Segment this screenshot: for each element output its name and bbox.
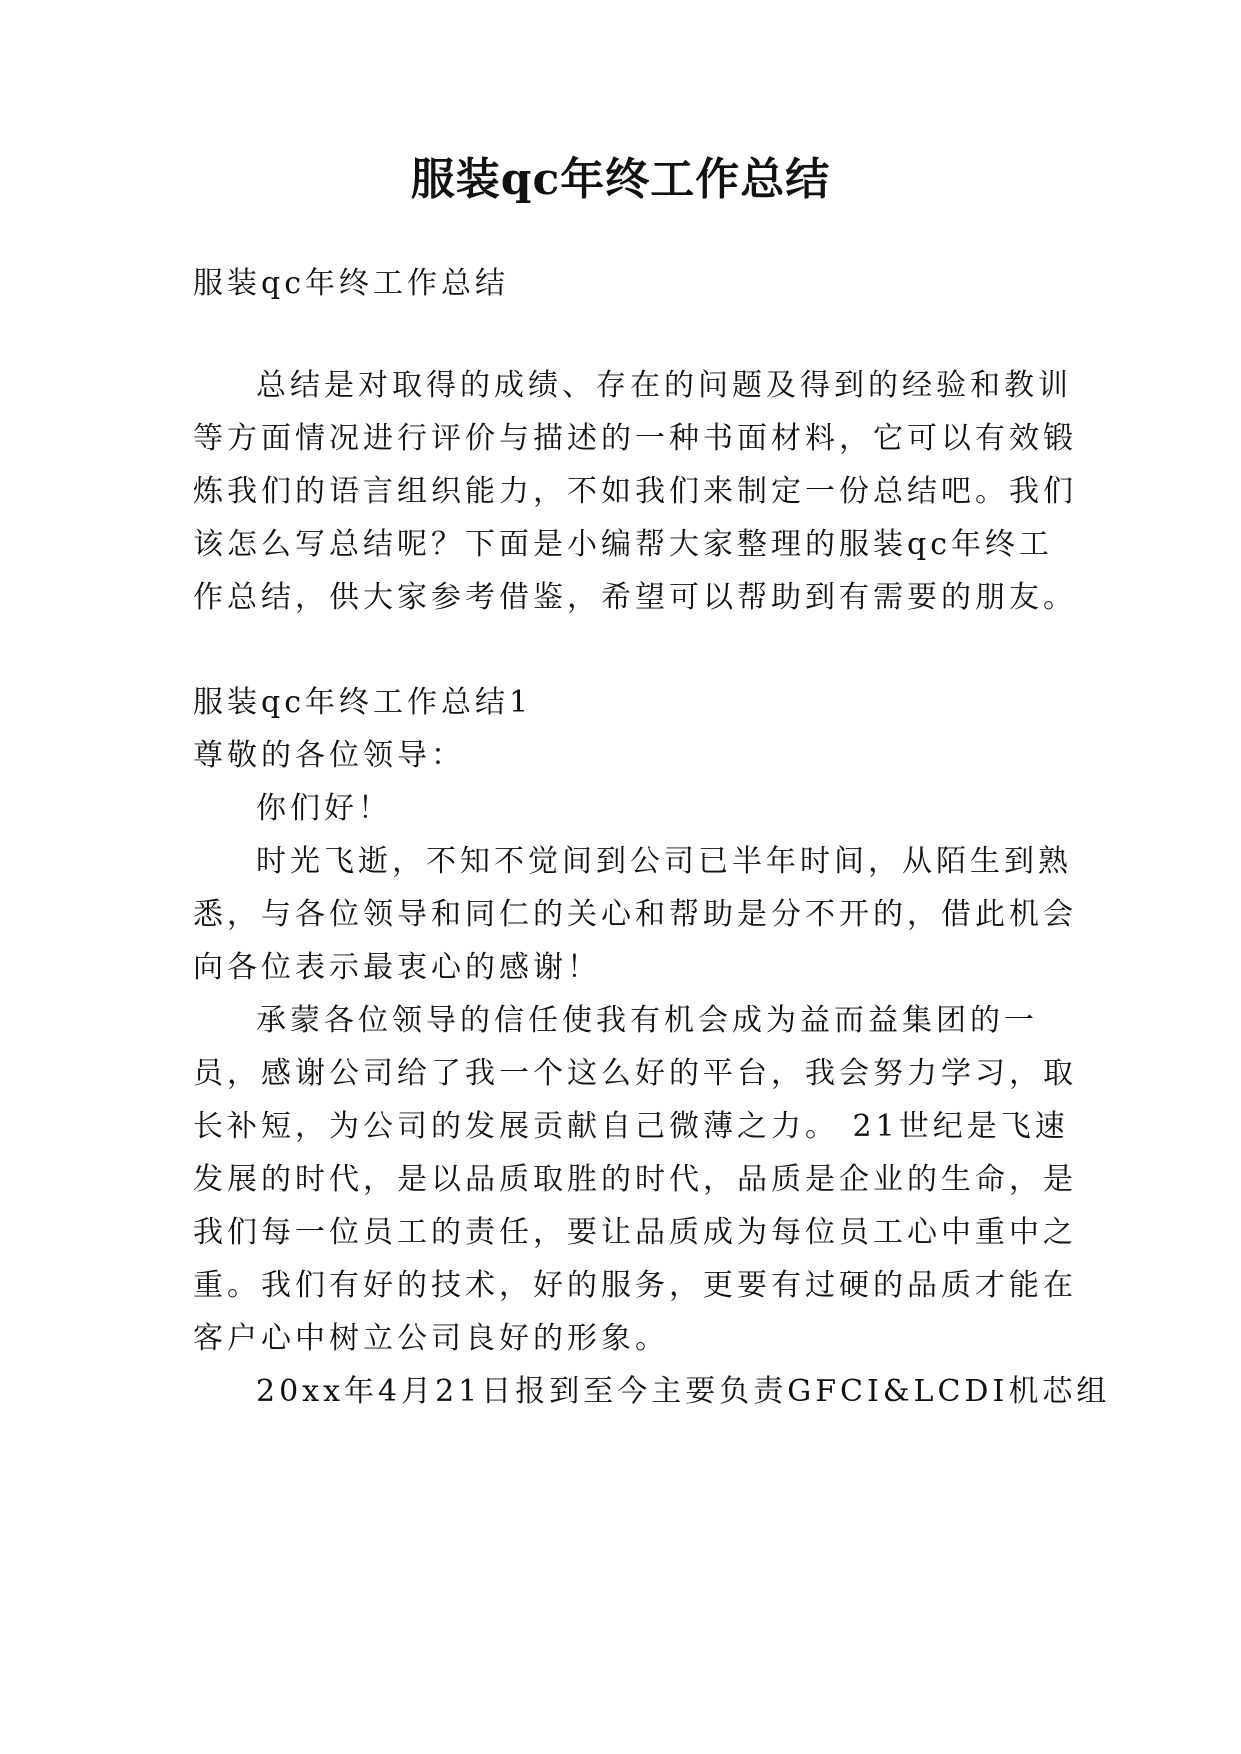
intro-line-4: 该怎么写总结呢？下面是小编帮大家整理的服装qc年终工 (193, 527, 1054, 562)
greeting: 你们好！ (256, 791, 392, 826)
document-title: 服装qc年终工作总结 (410, 154, 831, 205)
paragraph-2-line-4: 发展的时代，是以品质取胜的时代，品质是企业的生命，是 (193, 1162, 1077, 1197)
paragraph-1-line-1: 时光飞逝，不知不觉间到公司已半年时间，从陌生到熟 (256, 844, 1072, 879)
paragraph-2-line-1: 承蒙各位领导的信任使我有机会成为益而益集团的一 (256, 1003, 1038, 1038)
paragraph-1-line-3: 向各位表示最衷心的感谢！ (193, 950, 601, 985)
paragraph-2-line-2: 员，感谢公司给了我一个这么好的平台，我会努力学习，取 (193, 1056, 1077, 1091)
intro-line-5: 作总结，供大家参考借鉴，希望可以帮助到有需要的朋友。 (193, 580, 1077, 615)
paragraph-2-line-3: 长补短，为公司的发展贡献自己微薄之力。 21世纪是飞速 (193, 1109, 1069, 1144)
paragraph-2-line-5: 我们每一位员工的责任，要让品质成为每位员工心中重中之 (193, 1215, 1077, 1250)
paragraph-2-line-6: 重。我们有好的技术，好的服务，更要有过硬的品质才能在 (193, 1268, 1077, 1303)
intro-line-3: 炼我们的语言组织能力，不如我们来制定一份总结吧。我们 (193, 474, 1077, 509)
salutation: 尊敬的各位领导： (193, 738, 465, 773)
paragraph-1-line-2: 悉，与各位领导和同仁的关心和帮助是分不开的，借此机会 (193, 897, 1077, 932)
document-subtitle: 服装qc年终工作总结 (193, 266, 510, 301)
section-heading-1: 服装qc年终工作总结1 (193, 685, 533, 720)
paragraph-3-line-1: 20xx年4月21日报到至今主要负责GFCI&LCDI机芯组 (256, 1374, 1111, 1409)
paragraph-2-line-7: 客户心中树立公司良好的形象。 (193, 1321, 669, 1356)
intro-line-2: 等方面情况进行评价与描述的一种书面材料，它可以有效锻 (193, 421, 1077, 456)
intro-line-1: 总结是对取得的成绩、存在的问题及得到的经验和教训 (256, 368, 1072, 403)
